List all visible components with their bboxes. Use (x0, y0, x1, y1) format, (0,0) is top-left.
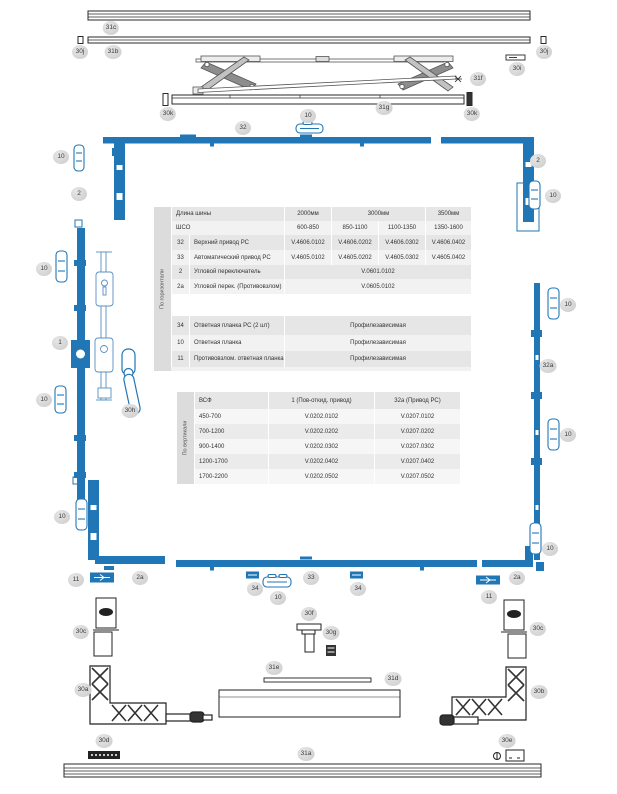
cell: 900-1400 (194, 439, 268, 454)
cell: V.0202.0502 (268, 469, 374, 484)
cell: 10 (171, 335, 189, 351)
callout-keep-11-right: 11 (481, 590, 497, 604)
cell: V.4606.0102 (284, 235, 331, 250)
callout-rail-31c: 31c (103, 21, 119, 35)
callout-part-30i: 30i (509, 62, 525, 76)
cell: 33 (171, 250, 189, 265)
cell: V.0202.0402 (268, 454, 374, 469)
callout-bar-33: 33 (303, 571, 319, 585)
cell: 450-700 (194, 409, 268, 424)
cell: 1200-1700 (194, 454, 268, 469)
callout-rail-31b: 31b (105, 45, 122, 59)
part-30i-drawing (506, 55, 525, 60)
cell: V.0207.0502 (374, 469, 460, 484)
part-30e-drawing (494, 750, 525, 761)
table-row (194, 454, 460, 469)
callout-corner-2-right: 2 (530, 154, 546, 168)
callout-keep-10-left-2: 10 (36, 262, 52, 276)
callout-gear-1: 1 (52, 336, 68, 350)
hinge-bracket-30a-drawing (90, 666, 212, 724)
cell: Угловой перек. (Противовзлом) (189, 279, 284, 294)
cell: 2000мм (284, 207, 331, 221)
table1-side-label: По горизонтали (158, 269, 165, 309)
cell: 1350-1600 (425, 221, 471, 235)
cell: V.0207.0102 (374, 409, 460, 424)
cell: V.0601.0102 (284, 265, 471, 279)
rail-31g-drawing (163, 93, 472, 106)
callout-corner-2a-left: 2a (132, 571, 148, 585)
end-cap-30k-right-drawing (467, 93, 472, 106)
table-row (194, 439, 460, 454)
callout-keep-34-right: 34 (350, 582, 366, 596)
callout-rail-31g: 31g (376, 101, 393, 115)
rail-31a-drawing (64, 764, 541, 777)
callout-keep-34-left: 34 (247, 582, 263, 596)
end-cap-30j-left-drawing (78, 37, 83, 44)
table2-side-strip (177, 392, 194, 484)
callout-keep-10-left-4: 10 (54, 510, 70, 524)
table-row (171, 207, 471, 221)
callout-keep-10-right-1: 10 (545, 189, 561, 203)
callout-cap-30c-left: 30c (73, 625, 89, 639)
callout-corner-2-left: 2 (71, 187, 87, 201)
cell: 700-1200 (194, 424, 268, 439)
callout-keep-10-bottom: 10 (270, 591, 286, 605)
cell: 3000мм (331, 207, 425, 221)
cell: 3500мм (425, 207, 471, 221)
callout-handle-30h: 30h (122, 404, 139, 418)
rc-keeps-drawing (90, 572, 500, 585)
cell: V.0605.0102 (284, 279, 471, 294)
cover-cap-30c-left-drawing (93, 598, 119, 656)
cell: V.0207.0302 (374, 439, 460, 454)
cell: 32 (171, 235, 189, 250)
callout-bar-31e: 31e (266, 661, 283, 675)
cell: 32a (Привод РС) (374, 392, 460, 409)
size-table-vertical (177, 392, 460, 484)
rack-30d-drawing (88, 751, 120, 759)
cell: Угловой переключатель (189, 265, 284, 279)
cell: 1100-1350 (378, 221, 425, 235)
table-row (171, 316, 471, 335)
cell: 1700-2200 (194, 469, 268, 484)
cell: 11 (171, 351, 189, 367)
cell: V.4605.0202 (331, 250, 378, 265)
cell: Профилезависимая (284, 351, 471, 367)
cell: V.0202.0302 (268, 439, 374, 454)
cell: ВСФ (194, 392, 268, 409)
table-footer-pad (171, 367, 471, 371)
rail-31b-drawing (78, 37, 546, 44)
part-30g-drawing (326, 645, 336, 656)
callout-keep-10-right-3: 10 (560, 428, 576, 442)
callout-bracket-30a: 30a (75, 683, 92, 697)
callout-stay-31f: 31f (470, 72, 486, 86)
cell: 1 (Пов-откид. привод) (268, 392, 374, 409)
callout-part-30g: 30g (323, 626, 340, 640)
cell: Ответная планка РС (2 шт) (189, 316, 284, 335)
cell: 850-1100 (331, 221, 378, 235)
callout-bracket-30b: 30b (531, 685, 548, 699)
size-table-horizontal (154, 207, 471, 371)
cell: ШСО (171, 221, 284, 235)
cell: 600-850 (284, 221, 331, 235)
callout-keep-10-left-1: 10 (53, 150, 69, 164)
callout-bar-32a: 32a (540, 359, 557, 373)
cell: Верхний привод РС (189, 235, 284, 250)
callout-corner-2a-right: 2a (509, 571, 525, 585)
cover-cap-30c-right-drawing (501, 600, 527, 658)
cell: Противовзлом. ответная планка (189, 351, 284, 367)
callout-drive-32: 32 (235, 121, 251, 135)
table-row (194, 424, 460, 439)
box-31d-drawing (219, 690, 400, 717)
table-row (171, 250, 471, 265)
table1-side-strip (154, 207, 171, 371)
table-row (171, 235, 471, 250)
end-cap-30k-left-drawing (163, 94, 168, 106)
scissor-stay-31f-drawing (193, 56, 462, 94)
callout-cap-30j-right: 30j (536, 45, 552, 59)
table-row (194, 469, 460, 484)
callout-box-31d: 31d (385, 672, 402, 686)
cell: V.4605.0302 (378, 250, 425, 265)
cell: Автоматический привод РС (189, 250, 284, 265)
callout-cap-30c-right: 30c (530, 622, 546, 636)
callout-keep-10-left-3: 10 (36, 393, 52, 407)
cell: V.4605.0402 (425, 250, 471, 265)
table-row (171, 279, 471, 294)
table-row (171, 335, 471, 351)
table2-side-label: По вертикали (181, 420, 188, 456)
table-row (171, 265, 471, 279)
table-row (194, 392, 460, 409)
cell: V.4605.0102 (284, 250, 331, 265)
cell: 2 (171, 265, 189, 279)
cell: 2a (171, 279, 189, 294)
cell: Профилезависимая (284, 316, 471, 335)
cell: V.0207.0402 (374, 454, 460, 469)
table-row (194, 409, 460, 424)
callout-rail-31a: 31a (298, 747, 315, 761)
part-30f-drawing (297, 624, 321, 652)
cell: V.4606.0302 (378, 235, 425, 250)
cell: Ответная планка (189, 335, 284, 351)
lock-mechanism-drawing (95, 252, 113, 400)
table-gap (171, 294, 471, 316)
cell: V.4606.0402 (425, 235, 471, 250)
callout-keep-10-top: 10 (300, 109, 316, 123)
cell: Профилезависимая (284, 335, 471, 351)
callout-keep-10-right-2: 10 (560, 298, 576, 312)
callout-rack-30d: 30d (96, 734, 113, 748)
cell: V.0207.0202 (374, 424, 460, 439)
hinge-bracket-30b-drawing (440, 667, 526, 725)
cell: V.4606.0202 (331, 235, 378, 250)
callout-cap-30j-left: 30j (72, 45, 88, 59)
cell: V.0202.0102 (268, 409, 374, 424)
table-row (171, 351, 471, 367)
callout-cap-30k-right: 30k (464, 107, 480, 121)
cell: Длина шины (171, 207, 284, 221)
callout-cap-30k-left: 30k (160, 107, 176, 121)
bar-31e-drawing (264, 678, 371, 682)
callout-keep-11-left: 11 (68, 573, 84, 587)
cell: 34 (171, 316, 189, 335)
rail-31c-drawing (88, 11, 530, 20)
callout-part-30f: 30f (301, 607, 317, 621)
callout-keep-10-right-4: 10 (542, 542, 558, 556)
end-cap-30j-right-drawing (541, 37, 546, 44)
cell: V.0202.0202 (268, 424, 374, 439)
callout-part-30e: 30e (499, 734, 516, 748)
table-row (171, 221, 471, 235)
